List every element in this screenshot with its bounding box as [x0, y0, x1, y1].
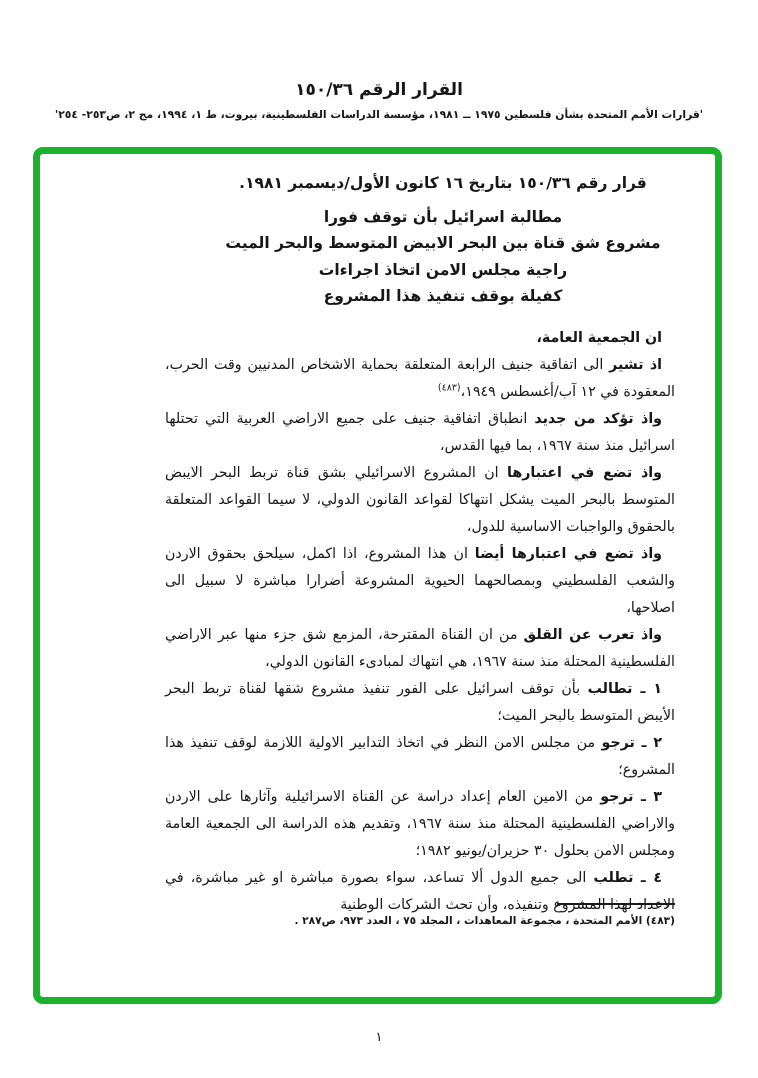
paragraph-recital-5: [165, 622, 675, 676]
source-citation: 'قرارات الأمم المتحدة بشأن فلسطين ١٩٧٥ ــ ١٩٨١، مؤسسة الدراسات الفلسطينية، بيروت، ط ١، ١٩٩٤، مج ٢، ص٢٥٣- ٢٥٤': [54, 108, 704, 121]
paragraph-lead: ٤ ـ تطلب: [593, 869, 662, 886]
paragraph-lead: واذ تضع في اعتبارها: [507, 464, 662, 481]
heading-line-1: مطالبة اسرائيل بأن توقف فورا: [323, 207, 563, 226]
paragraph-lead: اذ تشير: [609, 356, 662, 373]
resolution-frame: [33, 147, 722, 1004]
paragraph-recital-2: [165, 406, 675, 460]
resolution-content: [40, 154, 715, 919]
page-title: القرار الرقم ١٥٠/٣٦: [295, 80, 463, 100]
paragraph-lead: واذ تضع في اعتبارها أيضا: [474, 545, 663, 562]
paragraph-text: بأن توقف اسرائيل على الفور تنفيذ مشروع شقها لقناة تربط البحر الأيبض المتوسط بالبحر الميت؛: [165, 680, 675, 724]
resolution-body: [165, 325, 675, 919]
paragraph-recital-4: [165, 541, 675, 622]
heading-line-4: كفيلة بوقف تنفيذ هذا المشروع: [323, 287, 563, 305]
paragraph-text: الى اتفاقية جنيف الرابعة المتعلقة بحماية الاشخاص المدنيين وقت الحرب، المعقودة في ١٢ آب/أغسطس ١٩٤٩،: [165, 356, 675, 400]
paragraph-lead: واذ تؤكد من جديد: [534, 410, 662, 427]
footnote: [294, 903, 675, 927]
document-header: [0, 80, 758, 121]
paragraph-lead: ٣ ـ ترجو: [600, 788, 662, 805]
heading-line-2: مشروع شق قناة بين البحر الابيض المتوسط والبحر الميت: [225, 234, 661, 252]
footnote-separator: [557, 903, 675, 905]
paragraph-text: من مجلس الامن النظر في اتخاذ التدابير الاولية اللازمة لوقف تنفيذ هذا المشروع؛: [165, 734, 675, 778]
paragraph-text: الى جميع الدول ألا تساعد، سواء بصورة مباشرة او غير مباشرة، في الاعداد لهذا المشروع وتنفيذه، وأن تحث الشركات الوطنية: [165, 869, 675, 913]
paragraph-operative-2: [165, 730, 675, 784]
heading-line-date: قرار رقم ١٥٠/٣٦ بتاريخ ١٦ كانون الأول/ديسمبر ١٩٨١.: [239, 174, 647, 192]
paragraph-recital-3: [165, 460, 675, 541]
paragraph-text: ان المشروع الاسرائيلي بشق قناة تربط البحر الايبض المتوسط بالبحر الميت يشكل انتهاكا لقواعد القانون الدولي، لا سيما القواعد المتعلقة بالحقوق والواجبات الاساسية للدول،: [165, 464, 675, 535]
paragraph-text: ان هذا المشروع، اذا اكمل، سيلحق بحقوق الاردن والشعب الفلسطيني وبمصالحهما الحيوية المشروعة أضرارا مباشرة لا سبيل الى اصلاحها،: [165, 545, 675, 616]
heading-line-3: راجية مجلس الامن اتخاذ اجراءات: [318, 260, 568, 279]
paragraph-operative-1: [165, 676, 675, 730]
paragraph-opening: [165, 325, 675, 352]
paragraph-text: من ان القناة المقترحة، المزمع شق جزء منها عبر الاراضي الفلسطينية المحتلة منذ سنة ١٩٦٧، هي انتهاك لمبادىء القانون الدولي،: [165, 626, 675, 670]
resolution-heading: [165, 170, 675, 310]
paragraph-lead: واذ تعرب عن القلق: [523, 626, 662, 643]
paragraph-lead: ٢ ـ ترجو: [601, 734, 662, 751]
paragraph-recital-1: [165, 352, 675, 406]
paragraph-lead: ١ ـ تطالب: [587, 680, 662, 697]
paragraph-text: من الامين العام إعداد دراسة عن القناة الاسرائيلية وآثارها على الاردن والاراضي الفلسطينية المحتلة منذ سنة ١٩٦٧، وتقديم هذه الدراسة الى الجمعية العامة ومجلس الامن بحلول ٣٠ حزيران/يونيو ١٩٨٢؛: [165, 788, 675, 859]
paragraph-operative-3: [165, 784, 675, 865]
paragraph-text: انطباق اتفاقية جنيف على جميع الاراضي العربية التي تحتلها اسرائيل منذ سنة ١٩٦٧، بما فيها القدس،: [165, 410, 675, 454]
page-number: ١: [375, 1030, 383, 1045]
paragraph-lead: ان الجمعية العامة،: [536, 329, 662, 346]
footnote-text: (٤٨٣) الأمم المتحدة ، مجموعة المعاهدات ، المجلد ٧٥ ، العدد ٩٧٣، ص٢٨٧ .: [294, 915, 675, 927]
footnote-ref: (٤٨٣): [437, 381, 461, 393]
